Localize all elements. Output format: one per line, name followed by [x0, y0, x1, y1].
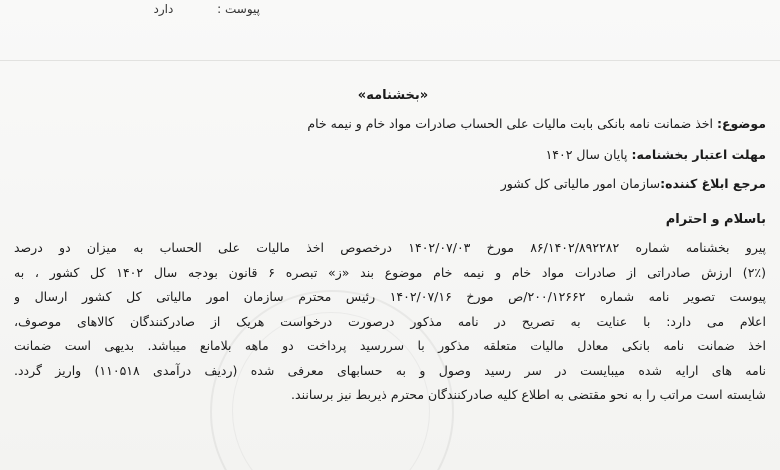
body-line: نامه های ارایه شده میبایست در سر رسید وصول و به حسابهای معرفی شده (ردیف درآمدی ۱۱۰۵۱۸) واریز گردد.: [14, 362, 766, 378]
body-line: اعلام می دارد: با عنایت به تصریح در نامه مذکور درصورت درخواست هریک از صادرکنندگان کالاهای موصوف،: [14, 313, 766, 329]
body-line: اخذ ضمانت نامه بانکی معادل مالیات متعلقه مذکور با سررسید پرداخت دو ماهه بلامانع میباشد. بدیهی است ضمانت: [14, 338, 766, 353]
body-line: شایسته است مراتب را به نحو مقتضی به اطلاع کلیه صادرکنندگان محترم ذیربط نیز برسانند.: [291, 387, 766, 402]
subject-field: [307, 116, 766, 131]
subject-value: اخذ ضمانت نامه بانکی بابت مالیات علی الحساب صادرات مواد خام و نیمه خام: [307, 116, 717, 131]
body-line: پیوست تصویر نامه شماره ۲۰۰/۱۲۶۶۲/ص مورخ ۱۴۰۲/۰۷/۱۶ رئیس محترم سازمان امور مالیاتی کل کشور ارسال و: [14, 289, 766, 304]
subject-label: موضوع:: [716, 116, 766, 131]
body-paragraph: [14, 236, 766, 408]
issuer-label: مرجع ابلاغ کننده:: [660, 176, 766, 191]
greeting: باسلام و احترام: [665, 212, 766, 227]
attachment-label: پیوست :: [217, 2, 260, 16]
attachment-value: دارد: [153, 2, 174, 16]
header-divider: [0, 60, 780, 61]
validity-field: [546, 147, 766, 162]
validity-label: مهلت اعتبار بخشنامه:: [631, 147, 766, 162]
issuer-field: [501, 176, 766, 191]
body-line: پیرو بخشنامه شماره ۸۶/۱۴۰۲/۸۹۲۲۸۲ مورخ ۱۴۰۲/۰۷/۰۳ درخصوص اخذ مالیات علی الحساب به میزان دو درصد: [14, 240, 766, 255]
body-line: (۲٪) ارزش صادراتی از صادرات مواد خام و نیمه خام موضوع بند «ز» تبصره ۶ قانون بودجه سال ۱۴۰۲ کل کشور ، به: [14, 264, 766, 280]
document-title: «بخشنامه»: [357, 88, 429, 103]
attachment-line: [153, 2, 260, 16]
validity-value: پایان سال ۱۴۰۲: [545, 147, 632, 162]
issuer-value: سازمان امور مالیاتی کل کشور: [500, 176, 661, 191]
